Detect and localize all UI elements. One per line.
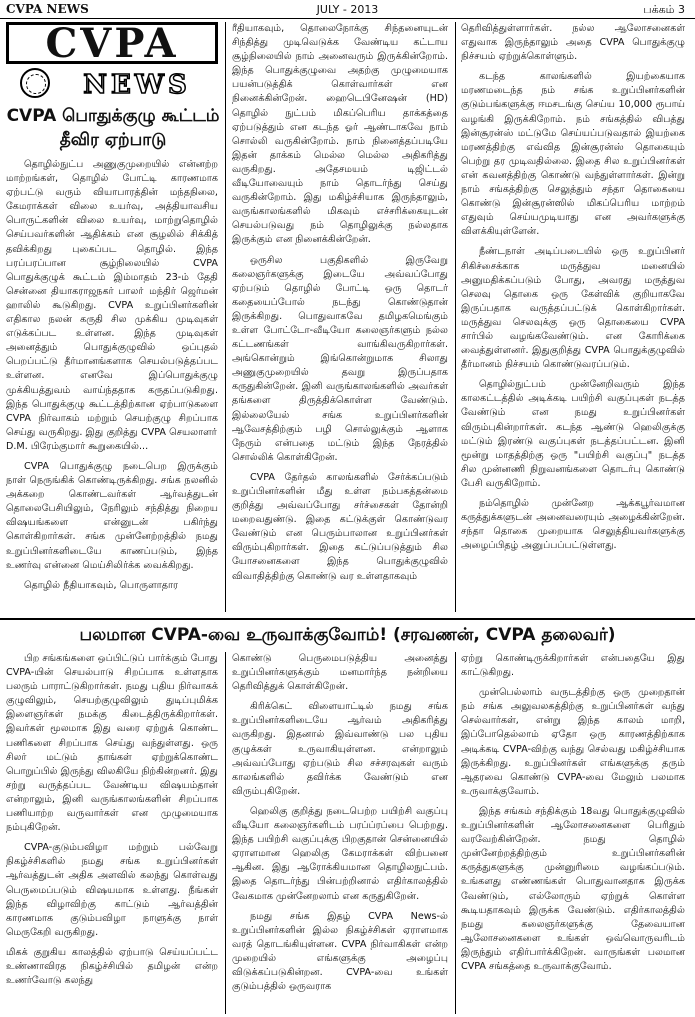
column-divider (225, 22, 226, 612)
article2-column-2 (232, 652, 448, 1014)
article2-col3-para: ஏற்று கொண்டிருக்கிறார்கள் என்பதையே இது காட்டுகிறது. (461, 653, 685, 679)
issue-date: JULY - 2013 (316, 3, 379, 16)
article2-col3-para: இந்த சங்கம் சந்திக்கும் 18வது பொதுக்குழுவில் உறுப்பினர்களின் ஆலோசனைகளை பெரிதும் வரவேற்கின்றேன். நமது தொழில் முன்னேற்றத்திற்கும் உறுப்பினர்களின் கருத்துகளுக்கு முன்னுரிமை வழங்கப்படும். உங்களது எண்ணங்கள் பொதுவானதாக இருக்க வேண்டும், எல்லோரும் ஏற்றுக் கொள்ள கூடியதாகவும் இருக்க வேண்டும். எதிர்காலத்தில் நமது கலைஞர்களுக்கு தேவையான ஆலோசனைகளை உங்கள் ஒவ்வொருவரிடம் இருந்தும் எதிர்பார்க்கிறேன். வாருங்கள் பலமான CVPA சங்கத்தை உருவாக்குவோம். (461, 805, 685, 972)
column-divider (225, 652, 226, 1014)
article1-col3-para: தெரிவித்துள்ளார்கள். நல்ல ஆலோசனைகள் எதுவாக இருந்தாலும் அதை CVPA பொதுக்குழு நிச்சயம் ஏற்றுக்கொள்ளும். (461, 23, 685, 63)
article2-col1-para: பிற சங்கங்களை ஒப்பிட்டுப் பார்க்கும் போது CVPA-யின் செயல்பாடு சிறப்பாக உள்ளதாக பலரும் பாராட்டுகிறார்கள். நமது புதிய நிர்வாகக் குழுவிலும், செயற்குழுவிலும் துடிப்புமிக்க இளைஞர்கள் நமக்கு கிடைத்திருக்கிறார்கள். இவர்கள் மூலமாக இது வரை ஏற்றுக் கொண்ட பணிகளை சிறப்பாக செய்து வந்துள்ளது. ஒரு சிலர் மட்டும் தாங்கள் ஏற்றுக்கொண்ட பொறுப்பில் இருந்து விலகியே நிற்கின்றனர். இது சற்று வருத்தப்பட வேண்டிய விஷயம்தான் என்றாலும், இனி வருங்காலங்களின் சிறப்பாக பணியாற்ற வருவார்கள் என முழுமையாக நம்புகிறேன். (6, 653, 218, 834)
logo-cvpa-text: CVPA (6, 22, 218, 64)
article1-col1-para: CVPA பொதுக்குழு நடைபெற இருக்கும் நாள் நெருங்கிக் கொண்டிருக்கிறது. சங்க நலனில் அக்கறை கொண்டவர்கள் ஆர்வத்துடன் தொலைபேசியிலும், நேரிலும் சந்தித்து நிறைய விஷயங்களை என்னுடன் பகிர்ந்து கொள்கிறார்கள். சங்க முன்னேற்றத்தில் நமது உறுப்பினர்களிடையே காணப்படும், இந்த உணர்வு என்னை மெய்சிலிர்க்க வைக்கிறது. (6, 460, 218, 571)
page-number: பக்கம் 3 (643, 3, 685, 16)
article2-headline: பலமான CVPA-வை உருவாக்குவோம்! (சரவணன், CVPA தலைவர்) (79, 625, 616, 645)
article1-column-2 (232, 22, 448, 614)
column-divider (455, 652, 456, 1014)
article1-col2-para: CVPA தேர்தல் காலங்களில் சேர்க்கப்படும் உறுப்பினர்களின் மீது உள்ள நம்பகத்தன்மை குறித்து அவ்வப்போது சர்ச்சைகள் தோன்றி மறைவதுண்டு. இதை கட்டுக்குள் கொண்டுவர வேண்டும் என பெரும்பாலான உறுப்பினர்கள் விரும்புகிறார்கள். இதை கட்டுப்படுத்தும் சில யோசனைகளை இந்த பொதுக்குழுவில் விவாதித்திற்கு கொண்டு வர உள்ளதாகவும் (232, 471, 448, 582)
article2-col2-para: கிரிக்கெட் விளையாட்டில் நமது சங்க உறுப்பினர்களிடையே ஆர்வம் அதிகரித்து வருகிறது. இதனால் இவ்வாண்டு பல புதிய குழுக்கள் உருவாகியுள்ளன. என்றாலும் அவ்வப்போது ஏற்படும் சில சச்சரவுகள் வரும் காலங்களில் தவிர்க்க வேண்டும் என விரும்புகிறேன். (232, 701, 448, 797)
globe-icon (20, 68, 50, 98)
article1-col1-para: தொழில்நுட்ப அணுகுமுறையில் என்னற்ற மாற்றங்கள், தொழில் போட்டி காரணமாக ஏற்பட்டு வரும் வியாபாரத்தின் மந்தநிலை, கேமராக்கள் விலை உயர்வு, அத்தியாவசிய பொருட்களின் விலை உயர்வு, மாற்றுதொழில் செய்பவர்களின் ஆதிக்கம் என சூழலில் சிக்கித் தவிக்கிறது புகைப்பட தொழில். இந்த பரப்பரப்பான சூழ்நிலையில் CVPA பொதுக்குழுக் கூட்டம் இம்மாதம் 23-ம் தேதி சென்னை தியாகராஜநகர் பாலா் மந்திர் ஜெர்மன் ஹாலில் கூடுகிறது. CVPA உறுப்பினர்களின் எதிகால நலன் கருதி சில முக்கிய முடிவுகள் எடுக்கப்பட உள்ளன. இந்த முடிவுகள் அனைத்தும் பொதுக்குழுவில் ஒப்புதல் பெறப்பட்டு தீர்மானங்களாக செயல்படுத்தப்பட உள்ளன. எனவே இப்பொதுக்குழு முக்கியத்துவம் வாய்ந்ததாக கருதப்படுகிறது. இந்த பொதுக்குழு கூட்டத்திற்கான ஏற்பாடுகளை CVPA நிர்வாகம் மற்றும் செயற்குழு சிறப்பாக செய்து வருகிறது. இது குறித்து CVPA செயலாளா் D.M. பிரேம்குமார் கூறுகையில்... (6, 159, 218, 452)
article1-column-3 (461, 22, 685, 614)
article2-col2-para: நமது சங்க இதழ் CVPA News-ல் உறுப்பினர்களின் இல்ல நிகழ்ச்சிகள் ஏராளமாக வரத் தொடங்கியுள்ளன. CVPA நிர்வாகிகள் என்ற முறையில் எங்களுக்கு அழைப்பு விடுக்கப்படுகின்றன. CVPA-வை உங்கள் குடும்பத்தில் ஒருவராக (232, 910, 448, 993)
article1-col2-para: ரீதியாகவும், தொலைநோக்கு சிந்தனையுடன் சிந்தித்து முடிவெடுக்க வேண்டிய கட்டாய சூழ்நிலையில் நாம் அனைவரும் இருக்கின்றோம். இந்த பொதுக்குழுவை அதற்கு முழுமையாக பயன்படுத்திக் கொள்வார்கள் என நினைக்கின்றேன். ஹைடெபினேஷன் (HD) தொழில் நுட்பம் மிகப்பெரிய தாக்கத்தை ஏற்படுத்தும் என கடந்த ஓர் ஆண்டாகவே நாம் சொல்லி வருகின்றோம். நாம் நினைத்தப்படியே இதன் தாக்கம் மெல்ல மெல்ல அதிகரித்து வருகிறது. அதேசமயம் டிஜிட்டல் வீடியோவையும் நாம் தொடர்ந்து செய்து வருகின்றோம். இது மகிழ்ச்சியாக இருந்தாலும், வருங்காலங்களில் மிகவும் எச்சரிக்கையுடன் செயல்படுவது நம் தொழிலுக்கு நல்லதாக இருக்கும் என நினைக்கின்றேன். (232, 23, 448, 246)
page-header (0, 0, 695, 19)
article1-col3-para: நம்தொழில் முன்னேற ஆக்கபூர்வமான கருத்துக்களுடன் அனைவரையும் அழைக்கின்றேன். சந்தா தொகை முறையாக செலுத்தியவர்களுக்கு அழைப்பிதழ் அனுப்பப்பட்டுள்ளது. (461, 498, 685, 552)
article2-column-1 (6, 652, 218, 1014)
column-divider (455, 22, 456, 612)
article2-col1-para: மிகக் குறுகிய காலத்தில் ஏற்பாடு செய்யப்பட்ட உண்ணாவிரத நிகழ்ச்சியில் தமிழன் என்ற உணர்வோடு கலந்து (6, 946, 218, 987)
article1-col1-para: தொழில் நீதியாகவும், பொருளாதார (24, 579, 178, 591)
article2-col3-para: முன்பெல்லாம் வருடத்திற்கு ஒரு முறைதான் நம் சங்க அலுவலகத்திற்கு உறுப்பினர்கள் வந்து செல்வார்கள், என்று இந்த காலம் மாறி, இப்போதெல்லாம் ஏதோ ஒரு காரணத்திற்காக அடிக்கடி CVPA-விற்கு வந்து செல்வது மகிழ்ச்சியாக இருக்கிறது. உறுப்பினர்கள் எங்களுக்கு தரும் ஆதரவை கொண்டு CVPA-வை மேலும் பலமாக உருவாக்குவோம். (461, 687, 685, 797)
cvpa-news-logo (6, 22, 218, 100)
article1-col3-para: கடந்த காலங்களில் இயற்கையாக மரணமடைந்த நம் சங்க உறுப்பினர்களின் குடும்பங்களுக்கு ஈமசடங்கு செய்ய 10,000 ரூபாய் வழங்கி இருக்கிறோம். நம் சங்கத்தில் விபத்து இன்சூரன்ஸ் மட்டுமே செய்யப்படுவதால் இயற்கை மரணத்திற்கு எவ்வித இன்சூரன்ஸ் தொகையும் பெற்று தர முடிவதில்லை. இதை சில உறுப்பினர்கள் என் கவனத்திற்கு கொண்டு வந்துள்ளார்கள். இன்று நாம் சங்கத்திற்கு செலுத்தும் சந்தா தொகையை கொண்டு இன்சூரன்ஸில் மிகப்பெரிய மாற்றம் எதுவும் செய்யமுடியாது என அவர்களுக்கு விளக்கியுள்ளேன். (461, 71, 685, 238)
masthead-label: CVPA NEWS (6, 2, 89, 16)
article2-col2-para: ஹெலிகு குறித்து நடைபெற்ற பயிற்சி வகுப்பு வீடியோ கலைஞர்களிடம் பரப்ப்ரப்பை பெற்றது. இந்த பயிற்சி வகுப்புக்கு பிறகுதான் சென்னையில் ஏராளமான ஹெலிகு கேமராக்கள் விற்பனை ஆகின. இது ஆரோக்கியமான தொழிலநுட்பம். இதை தொடர்ந்து பின்பற்றினால் எதிர்காலத்தில் வேகமாக முன்னேறலாம் என கருதுகிறேன். (232, 805, 448, 902)
article1-col3-para: தொழில்நுட்பம் முன்னேறிவரும் இந்த காலகட்டத்தில் அடிக்கடி பயிற்சி வகுப்புகள் நடத்த வேண்டும் என நமது உறுப்பினர்கள் விரும்புகின்றார்கள். கடந்த ஆண்டு ஹெலிகுக்கு மட்டும் இரண்டு வகுப்புகள் நடத்தப்பட்டன. இனி மூன்று மாதத்திற்கு ஒரு "பயிற்சி வகுப்பு" நடத்த சில முன்னணி நிறுவனங்களை தொடர்பு கொண்டு பேசி வருகிறோம். (461, 379, 685, 489)
logo-news-text: NEWS (83, 70, 191, 100)
section-divider (0, 618, 695, 620)
article2-col2-para: கொண்டு பெருமைபடுத்திய அனைத்து உறுப்பினர்களுக்கும் மனமார்ந்த நன்றியை தெரிவித்துக் கொள்கிறேன். (232, 653, 448, 693)
article2-col1-para: CVPA-குடும்பவிழா மற்றும் பல்வேறு நிகழ்ச்சிகளில் நமது சங்க உறுப்பினர்கள் ஆர்வத்துடன் அதிக அளவில் கலந்து கொள்வது பெருமைப்படும் விஷயமாக உள்ளது. நீங்கள் இந்த விழாவிற்கு காட்டும் ஆர்வத்தின் காரணமாக குடும்பவிழா நாளுக்கு நாள் மெருகேறி வருகிறது. (6, 842, 218, 938)
article2-column-3 (461, 652, 685, 1014)
article1-headline: CVPA பொதுக்குழு கூட்டம் தீவிர ஏற்பாடு (6, 106, 220, 150)
article1-column-1 (6, 158, 218, 614)
article1-col3-para: நீண்டநாள் அடிப்படையில் ஒரு உறுப்பினர் சிகிச்சைக்காக மருத்துவ மனையில் அனுமதிக்கப்படும் போது, அவரது மருத்துவ செலவு தொகை ஒரு கேள்விக் குறியாகவே இருப்பதாக வருத்தப்பட்டுக் கொள்கிறார்கள். மருத்துவ செலவுக்கு ஒரு தொகையை CVPA சார்பில் வழங்கவேண்டும். என கோரிக்கை வைத்துள்ளனர். இதுகுறித்து CVPA பொதுக்குழுவில் தீர்மானம் நிச்சயம் கொண்டுவரப்படும். (461, 246, 685, 371)
article1-col2-para: ஒருசில பகுதிகளில் இருவேறு கலைஞர்களுக்கு இடையே அவ்வப்போது ஏற்படும் தொழில் போட்டி ஒரு தொடர் கதையைப்போல் நடந்து கொண்டுதான் இருக்கிறது. பொதுவாகவே தமிழகமெங்கும் உள்ள போட்டோ-வீடியோ கலைஞர்களும் நல்ல கட்டணங்கள் வாங்கிவருகிறார்கள். அங்கொன்றும் இங்கொன்றுமாக சிலாது அணுகுமுறையில் தவறு இருப்பதாக கருதுகின்றேன். இனி வருங்காலங்களில் அவர்கள் தங்களை திருத்திக்கொள்ள வேண்டும். இல்லையேல் சங்க உறுப்பினர்களின் ஆவேசத்திற்கும் பழி சொல்லுக்கும் ஆளாக நேரும் என்பதை மட்டும் இந்த நேரத்தில் சொல்லிக் கொள்கிறேன். (232, 254, 448, 463)
